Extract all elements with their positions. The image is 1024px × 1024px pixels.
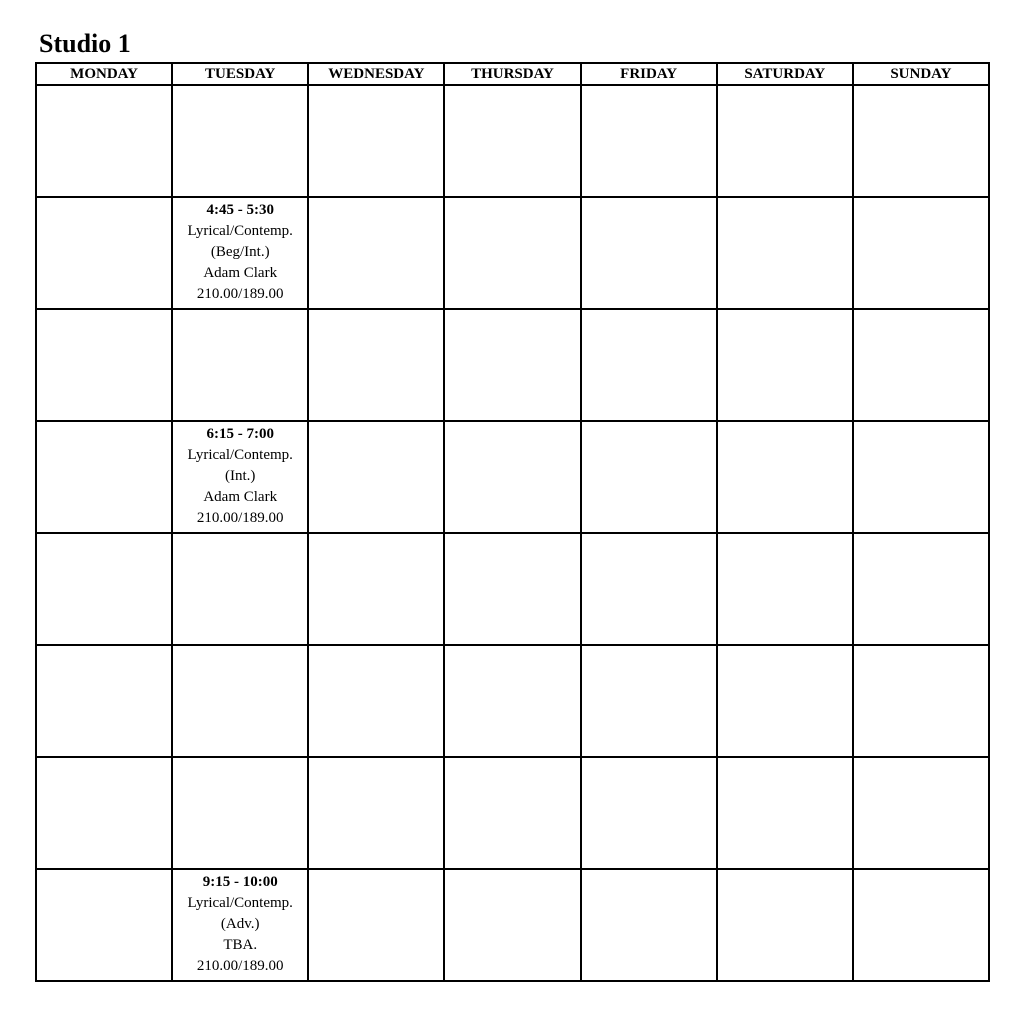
schedule-cell (308, 85, 444, 197)
schedule-cell (717, 197, 853, 309)
schedule-cell (36, 309, 172, 421)
schedule-cell (36, 533, 172, 645)
schedule-cell (308, 645, 444, 757)
schedule-cell (444, 869, 580, 981)
schedule-cell (581, 309, 717, 421)
class-entry (173, 422, 307, 529)
schedule-cell (853, 533, 989, 645)
day-header-monday: MONDAY (36, 63, 172, 85)
schedule-cell (444, 421, 580, 533)
schedule-row (36, 85, 989, 197)
class-time: 4:45 - 5:30 (206, 202, 274, 218)
page-title: Studio 1 (39, 29, 131, 58)
class-style: Lyrical/Contemp. (187, 223, 293, 239)
schedule-cell (36, 85, 172, 197)
schedule-row (36, 421, 989, 533)
schedule-row (36, 645, 989, 757)
schedule-cell (36, 645, 172, 757)
day-header-saturday: SATURDAY (717, 63, 853, 85)
day-header-tuesday: TUESDAY (172, 63, 308, 85)
schedule-cell (581, 85, 717, 197)
schedule-cell (444, 533, 580, 645)
class-instructor: Adam Clark (203, 265, 278, 281)
class-cell (172, 421, 308, 533)
class-cell (172, 197, 308, 309)
schedule-cell (581, 197, 717, 309)
schedule-cell (581, 645, 717, 757)
schedule-cell (853, 645, 989, 757)
schedule-cell (172, 85, 308, 197)
schedule-cell (172, 533, 308, 645)
schedule-cell (853, 421, 989, 533)
schedule-cell (717, 309, 853, 421)
schedule-cell (308, 309, 444, 421)
schedule-cell (717, 869, 853, 981)
schedule-cell (853, 197, 989, 309)
schedule-cell (853, 85, 989, 197)
class-cell (172, 869, 308, 981)
schedule-row (36, 869, 989, 981)
schedule-cell (172, 757, 308, 869)
class-time: 6:15 - 7:00 (206, 426, 274, 442)
weekly-schedule-table (35, 62, 990, 982)
schedule-cell (36, 757, 172, 869)
schedule-row (36, 757, 989, 869)
day-header-friday: FRIDAY (581, 63, 717, 85)
class-instructor: Adam Clark (203, 489, 278, 505)
class-price: 210.00/189.00 (196, 958, 284, 974)
day-header-thursday: THURSDAY (444, 63, 580, 85)
schedule-cell (308, 533, 444, 645)
schedule-cell (36, 197, 172, 309)
schedule-cell (308, 757, 444, 869)
schedule-cell (717, 533, 853, 645)
schedule-cell (308, 197, 444, 309)
schedule-cell (717, 645, 853, 757)
schedule-cell (853, 757, 989, 869)
class-time: 9:15 - 10:00 (202, 874, 278, 890)
class-price: 210.00/189.00 (196, 286, 284, 302)
schedule-cell (308, 421, 444, 533)
schedule-cell (717, 757, 853, 869)
schedule-cell (36, 869, 172, 981)
schedule-cell (444, 645, 580, 757)
schedule-cell (172, 309, 308, 421)
schedule-row (36, 309, 989, 421)
class-entry (173, 198, 307, 305)
schedule-cell (308, 869, 444, 981)
schedule-cell (717, 85, 853, 197)
schedule-cell (853, 309, 989, 421)
schedule-cell (444, 197, 580, 309)
class-level: (Adv.) (220, 916, 260, 932)
schedule-cell (444, 757, 580, 869)
class-level: (Beg/Int.) (210, 244, 270, 260)
class-level: (Int.) (225, 468, 256, 484)
schedule-cell (717, 421, 853, 533)
schedule-cell (36, 421, 172, 533)
class-price: 210.00/189.00 (196, 510, 284, 526)
schedule-row (36, 533, 989, 645)
schedule-cell (581, 421, 717, 533)
class-instructor: TBA. (223, 937, 258, 953)
schedule-cell (444, 85, 580, 197)
schedule-cell (444, 309, 580, 421)
class-entry (173, 870, 307, 977)
schedule-cell (581, 869, 717, 981)
day-header-sunday: SUNDAY (853, 63, 989, 85)
class-style: Lyrical/Contemp. (187, 895, 293, 911)
day-header-wednesday: WEDNESDAY (308, 63, 444, 85)
day-header-row (36, 63, 989, 85)
schedule-cell (581, 533, 717, 645)
schedule-cell (581, 757, 717, 869)
schedule-cell (853, 869, 989, 981)
schedule-row (36, 197, 989, 309)
schedule-cell (172, 645, 308, 757)
class-style: Lyrical/Contemp. (187, 447, 293, 463)
